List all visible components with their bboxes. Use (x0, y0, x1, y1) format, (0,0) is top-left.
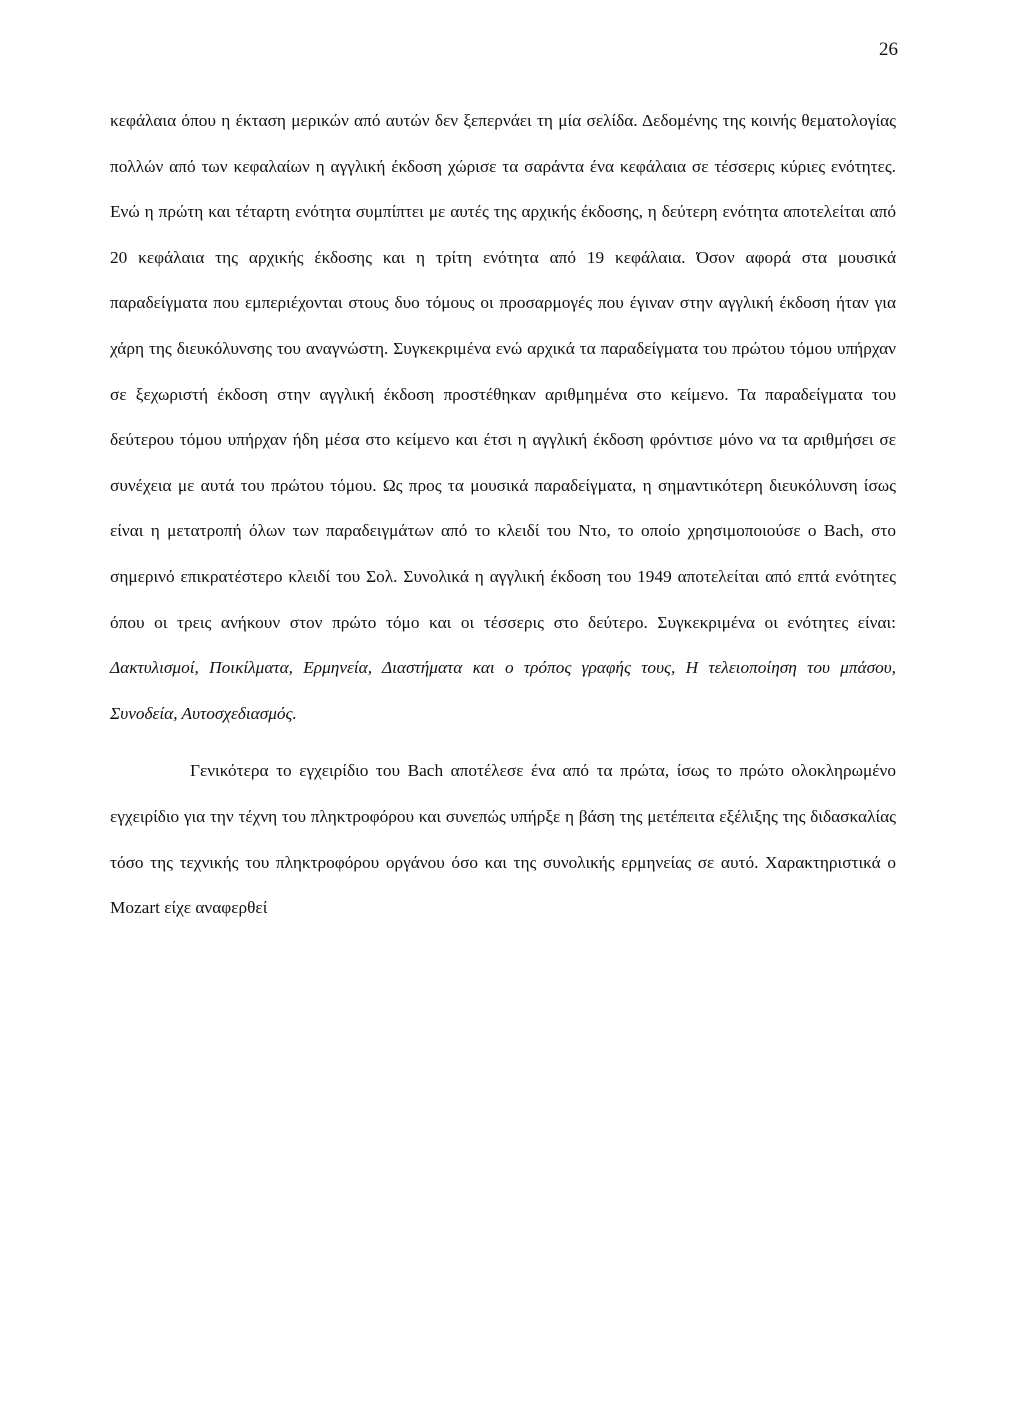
paragraph-1-text: κεφάλαια όπου η έκταση μερικών από αυτών δεν ξεπερνάει τη μία σελίδα. Δεδομένης της κοινής θεματολογίας πολλών από των κεφαλαίων η αγγλική έκδοση χώρισε τα σαράντα ένα κεφάλαια σε τέσσερις κύριες ενότητες. Ενώ η πρώτη και τέταρτη ενότητα συμπίπτει με αυτές της αρχικής έκδοσης, η δεύτερη ενότητα αποτελείται από 20 κεφάλαια της αρχικής έκδοσης και η τρίτη ενότητα από 19 κεφάλαια. Όσον αφορά στα μουσικά παραδείγματα που εμπεριέχονται στους δυο τόμους οι προσαρμογές που έγιναν στην αγγλική έκδοση ήταν για χάρη της διευκόλυνσης του αναγνώστη. Συγκεκριμένα ενώ αρχικά τα παραδείγματα του πρώτου τόμου υπήρχαν σε ξεχωριστή έκδοση στην αγγλική έκδοση προστέθηκαν αριθμημένα στο κείμενο. Τα παραδείγματα του δεύτερου τόμου υπήρχαν ήδη μέσα στο κείμενο και έτσι η αγγλική έκδοση φρόντισε μόνο να τα αριθμήσει σε συνέχεια με αυτά του πρώτου τόμου. Ως προς τα μουσικά παραδείγματα, η σημαντικότερη διευκόλυνση ίσως είναι η μετατροπή όλων των παραδειγμάτων από το κλειδί του Ντο, το οποίο χρησιμοποιούσε ο Bach, στο σημερινό επικρατέστερο κλειδί του Σολ. Συνολικά η αγγλική έκδοση του 1949 αποτελείται από επτά ενότητες όπου οι τρεις ανήκουν στον πρώτο τόμο και οι τέσσερις στο δεύτερο. Συγκεκριμένα οι ενότητες είναι: (110, 111, 896, 632)
page-body (110, 98, 896, 931)
paragraph-1-italic-sections-list: Δακτυλισμοί, Ποικίλματα, Ερμηνεία, Διαστήματα και ο τρόπος γραφής τους, Η τελειοποίηση του μπάσου, Συνοδεία, Αυτοσχεδιασμός. (110, 658, 896, 723)
paragraph-2 (110, 748, 896, 930)
paragraph-2-text: Γενικότερα το εγχειρίδιο του Bach αποτέλεσε ένα από τα πρώτα, ίσως το πρώτο ολοκληρωμένο εγχειρίδιο για την τέχνη του πληκτροφόρου και συνεπώς υπήρξε η βάση της μετέπειτα εξέλιξης της διδασκαλίας τόσο της τεχνικής του πληκτροφόρου οργάνου όσο και της συνολικής ερμηνείας σε αυτό. Χαρακτηριστικά ο Mozart είχε αναφερθεί (110, 761, 896, 918)
page-number: 26 (879, 39, 898, 60)
paragraph-1 (110, 98, 896, 736)
